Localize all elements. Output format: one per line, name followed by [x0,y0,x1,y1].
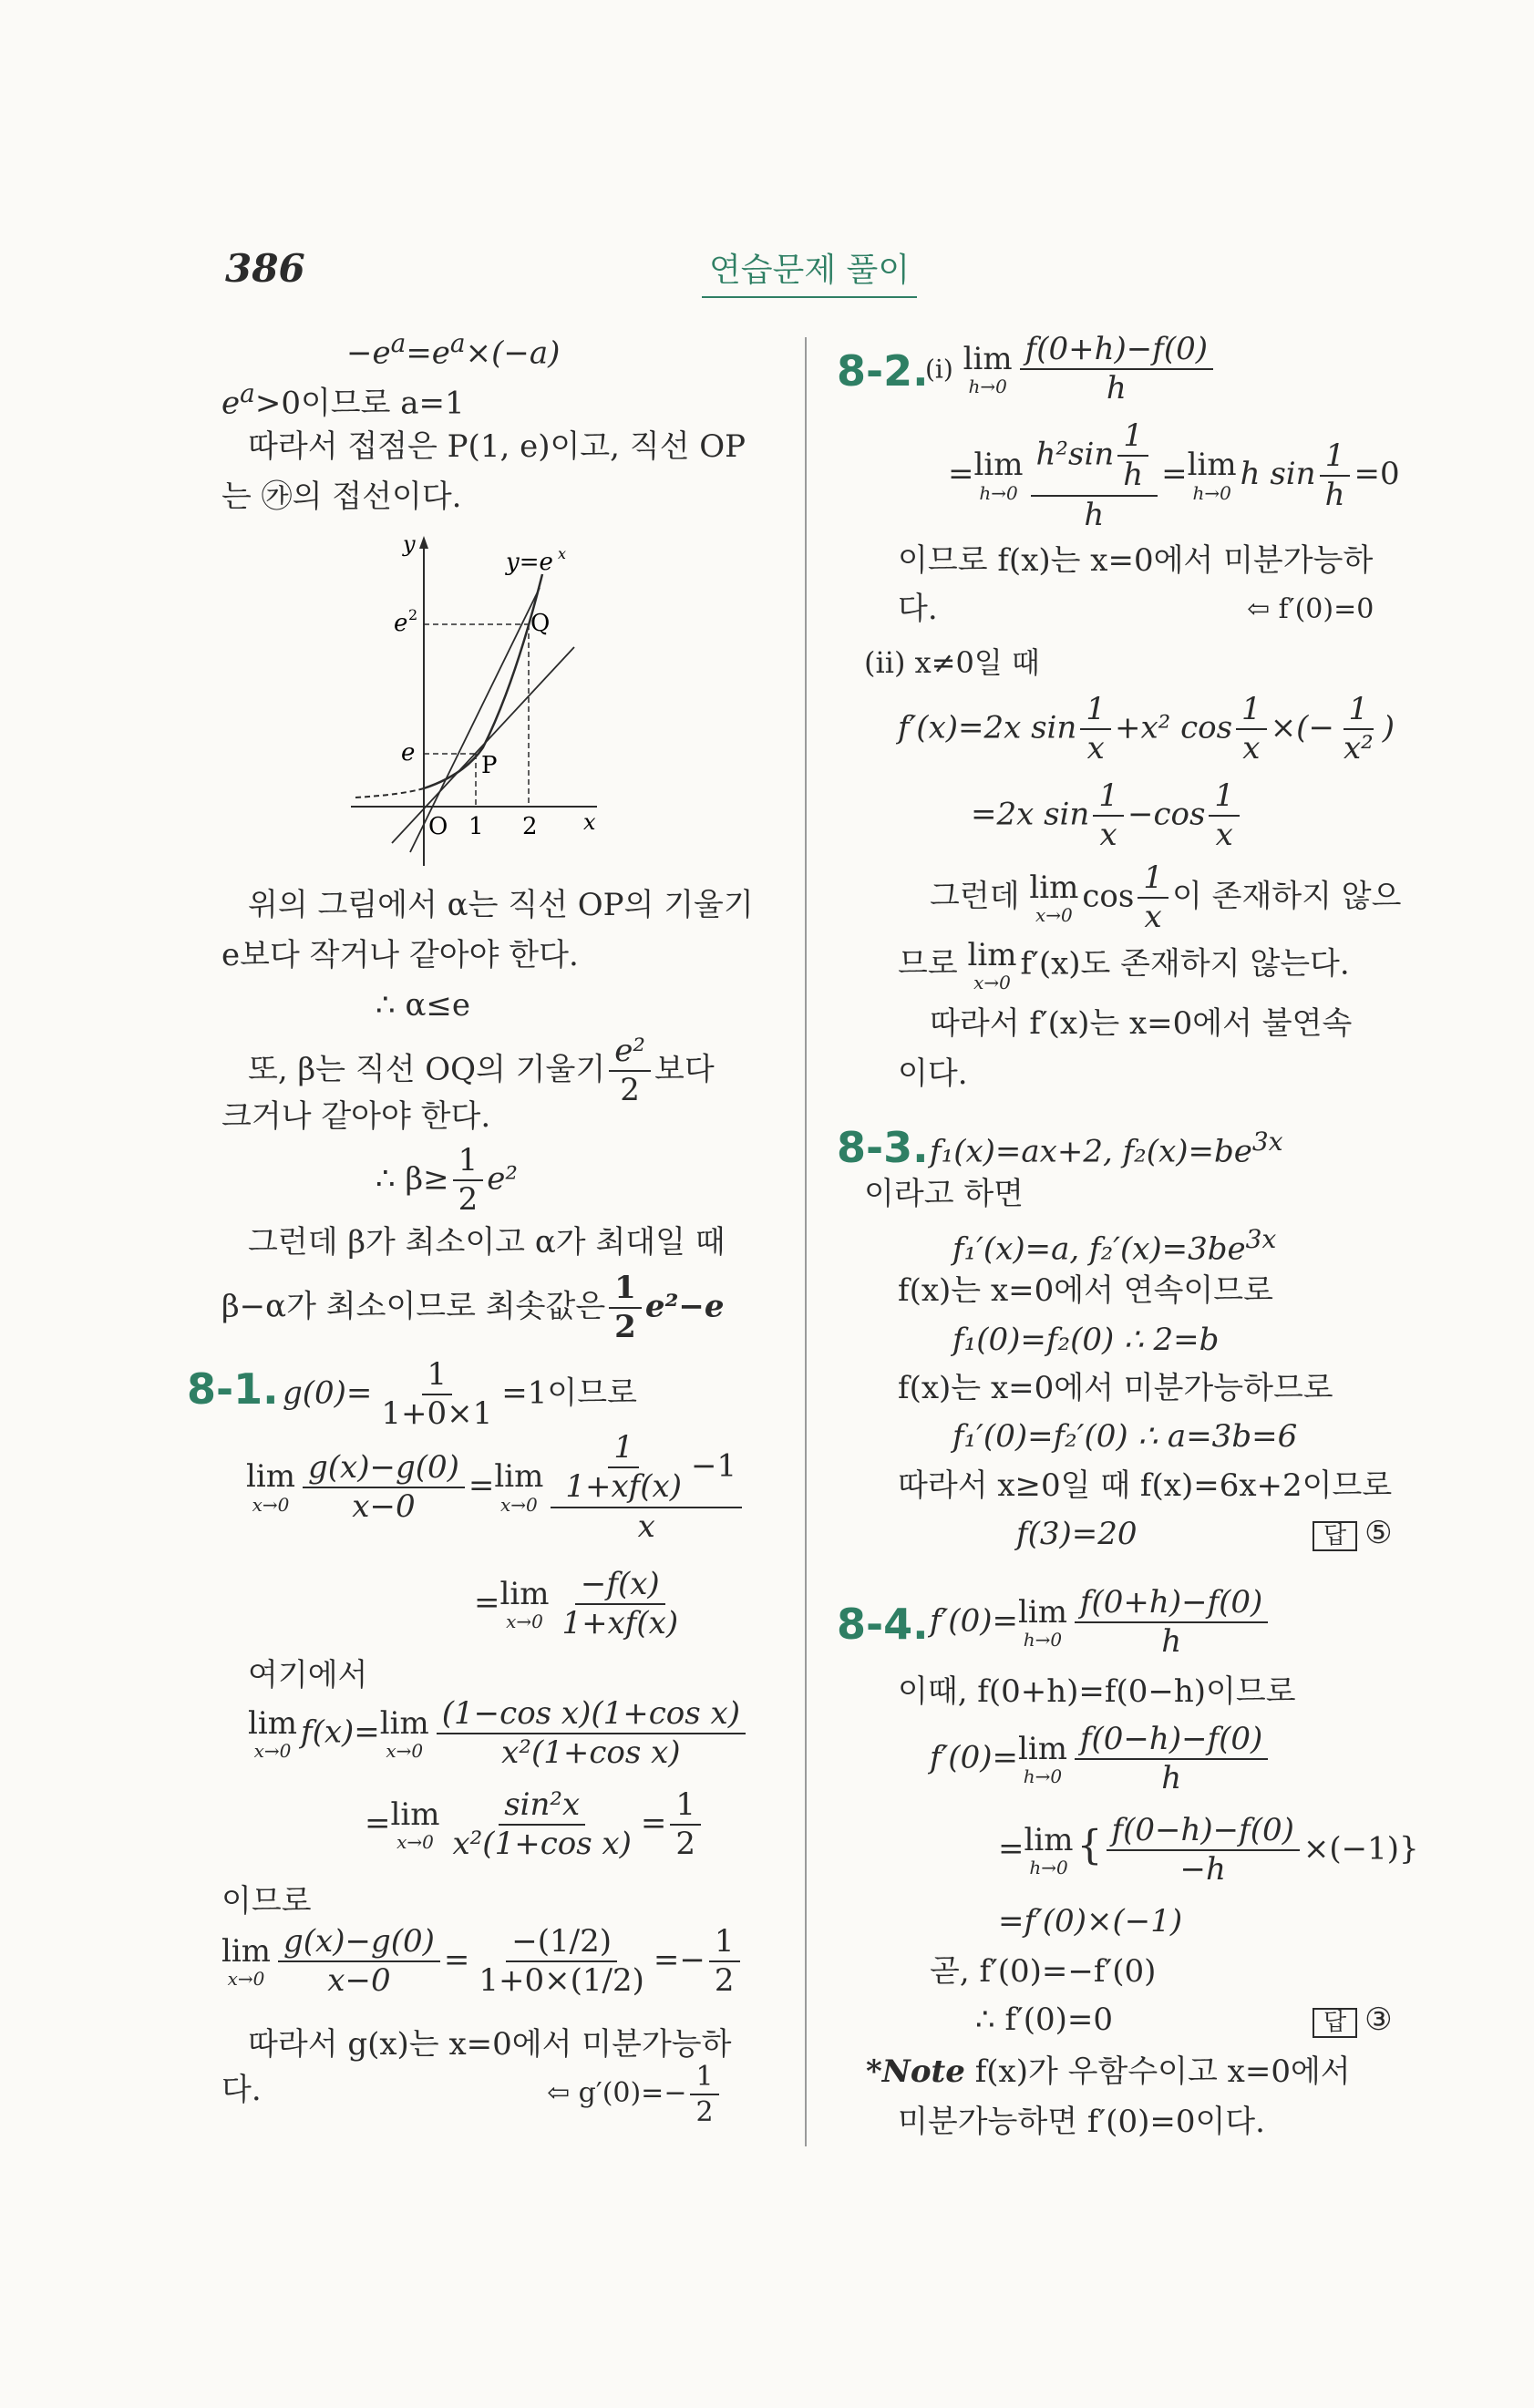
text-line: 이라고 하면 [864,1176,1024,1212]
text-line: 따라서 접점은 P(1, e)이고, 직선 OP [248,428,746,465]
exp-curve-dashed [355,788,424,798]
equation-8-4-step3: =f′(0)×(−1) [998,1903,1183,1940]
text-line: 이다. [898,1055,968,1092]
e-tick-label: e [401,739,416,767]
text-line: β−α가 최소이므로 최솟값은 $\frac{1}{2}$ e²−e [221,1270,725,1346]
equation-8-3-result: f(3)=20 [1016,1516,1138,1552]
running-title: 연습문제 풀이 [702,244,917,298]
section-8-3: 8-3. [837,1123,929,1172]
curve-label-sup: x [558,545,567,562]
y-axis-arrow [419,536,428,549]
text-line: 그런데 β가 최소이고 α가 최대일 때 [248,1224,726,1261]
answer-8-4: 답 ③ [1313,2003,1393,2038]
equation-8-4-def: f′(0)= lim h→0 $\frac{f(0+h)-f(0)}{h}$ [930,1586,1271,1660]
equation-8-3-diff: f₁′(0)=f₂′(0) ∴ a=3b=6 [952,1418,1298,1455]
x-tick-1: 1 [468,813,484,840]
text-line: e보다 작거나 같아야 한다. [221,937,579,973]
page-number: 386 [225,246,305,291]
inequality: ∴ β≥ $\frac{1}{2}$ e² [376,1142,518,1219]
text-line: (ii) x≠0일 때 [864,645,1040,680]
text-line: 크거나 같아야 한다. [221,1098,491,1135]
answer-label: 답 [1313,1521,1357,1551]
text-line: 므로 lim x→0 f′(x)도 존재하지 않는다. [898,937,1350,994]
equation-8-2-i: (i) lim h→0 $\frac{f(0+h)-f(0)}{h}$ [925,333,1217,406]
equation-8-4-result: ∴ f′(0)=0 [975,2002,1114,2038]
equation-8-2-ii: f′(x)=2x sin $\frac{1}{x}$ +x² cos $\frac{1}{x}$ ×(− $\frac{1}{\text{x²}}$ ) [898,691,1395,767]
text-line: 이때, f(0+h)=f(0−h)이므로 [898,1673,1296,1710]
equation-8-1-final: lim x→0 $\frac{g(x)-g(0)}{x-0}$ = $\frac{-(1/2)}{1+0\times(1/2)}$ =− $\frac{1}{2}$ [221,1925,744,1999]
y-axis-label: y [403,531,416,557]
text-line: 따라서 f′(x)는 x=0에서 불연속 [930,1005,1353,1042]
text-line: 는 ㉮의 접선이다. [221,479,462,515]
equation-8-4-step1: f′(0)= lim h→0 $\frac{f(0-h)-f(0)}{h}$ [930,1723,1271,1796]
point-q-label: Q [530,610,551,637]
e2-tick-sup: 2 [408,606,418,623]
x-tick-2: 2 [522,813,538,840]
x-axis-label: x [583,809,596,835]
text-line: 따라서 x≥0일 때 f(x)=6x+2이므로 [898,1467,1393,1504]
answer-label: 답 [1313,2008,1357,2038]
equation-8-1-step2: = lim x→0 $\frac{-f(x)}{1+xf(x)}$ [474,1566,679,1642]
text-line: 여기에서 [248,1657,368,1693]
equation-line-2: $e^a>0$이므로 a=1 [221,378,465,422]
point-p-label: P [481,752,498,779]
text-line: 다. [898,591,938,627]
inequality: ∴ α≤e [376,987,471,1024]
section-8-1: 8-1. [187,1364,279,1414]
equation-8-4-step4: 곧, f′(0)=−f′(0) [930,1953,1157,1990]
note-line: 미분가능하면 f′(0)=0이다. [898,2104,1265,2140]
equation-8-3-continuity: f₁(0)=f₂(0) ∴ 2=b [952,1322,1220,1358]
equation-8-1-limit: lim x→0 $\frac{g(x)-g(0)}{x-0}$ = lim x→0 $\frac{1}{1+xf(x)}$ −1 x [246,1431,746,1544]
equation-line-1: $-e^a=e^a\times(-a)$ [346,328,561,372]
result-note: ⇦ g′(0)=− $\frac{1}{2}$ [547,2062,723,2127]
curve-label: y=e [506,549,553,576]
column-divider [805,337,807,2146]
e2-tick-label: e [394,610,408,637]
text-line: 이므로 [221,1883,312,1919]
equation-8-2-step: = lim h→0 h²sin $\frac{1}{h}$ h = lim h→0 h sin $\frac{1}{h}$ =0 [948,417,1400,533]
text-line: 다. [221,2072,262,2108]
text-line: f(x)는 x=0에서 연속이므로 [898,1272,1273,1309]
origin-label: O [428,813,448,840]
section-8-4: 8-4. [837,1600,929,1649]
text-line: 이므로 f(x)는 x=0에서 미분가능하 [898,542,1374,579]
note-line: *Note f(x)가 우함수이고 x=0에서 [866,2053,1351,2090]
answer-8-3: 답 ⑤ [1313,1517,1393,1551]
section-8-2: 8-2. [837,346,929,396]
equation-8-4-step2: = lim h→0 { $\frac{f(0-h)-f(0)}{-h}$ ×(−1)} [998,1812,1419,1888]
equation-8-1-limf: lim x→0 f(x)= lim x→0 $\frac{\text{(1−cos x)(1+cos x)}}{\text{x²(1+cos x)}}$ [248,1697,749,1771]
equation-8-3-derivative: f₁′(x)=a, $f_2'(x)=3be^{3x}$ [952,1224,1277,1268]
text-line: 위의 그림에서 α는 직선 OP의 기울기 [248,887,754,923]
text-line: 그런데 lim x→0 cos $\frac{1}{x}$ 이 존재하지 않으 [930,859,1402,936]
text-line: 따라서 g(x)는 x=0에서 미분가능하 [248,2026,732,2063]
text-line: f(x)는 x=0에서 미분가능하므로 [898,1370,1333,1406]
exponential-graph [337,529,602,875]
equation-8-1-intro: g(0)= $\frac{1}{1+0\times 1}$ =1이므로 [283,1356,637,1433]
text-line: 또, β는 직선 OQ의 기울기 $\frac{\text{e²}}{2}$ 보다 [248,1033,715,1109]
equation-8-3-def: f₁(x)=ax+2, $f_2(x)=be^{3x}$ [930,1127,1283,1170]
equation-8-1-limf-step: = lim x→0 $\frac{\text{sin²x}}{\text{x²(1+cos x)}}$ = $\frac{1}{2}$ [365,1788,705,1862]
equation-8-2-ii-step: =2x sin $\frac{1}{x}$ −cos $\frac{1}{x}$ [971,779,1243,853]
result-note: ⇦ f′(0)=0 [1247,593,1374,625]
